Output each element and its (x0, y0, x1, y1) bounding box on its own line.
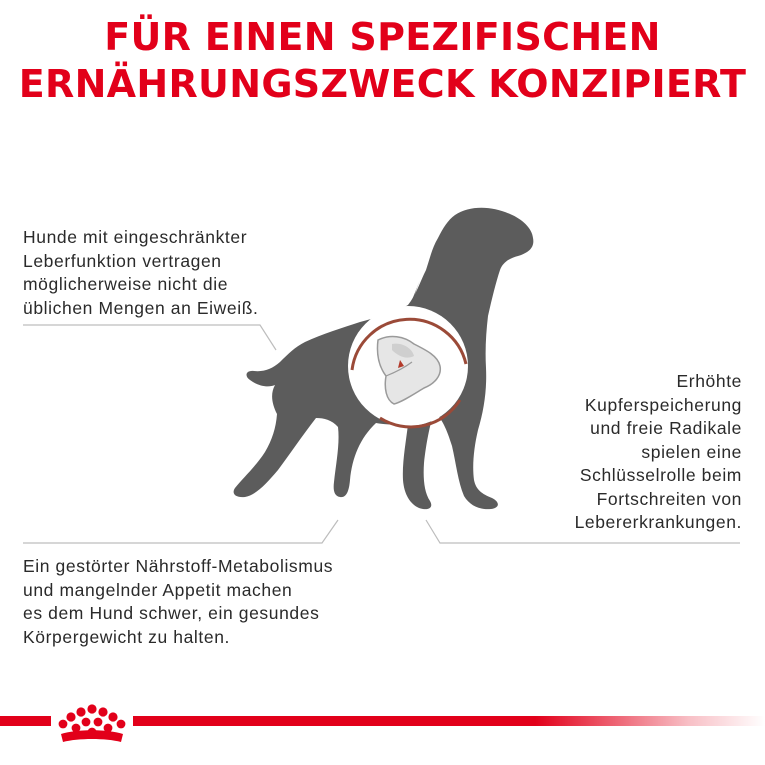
callout-copper-line: Schlüsselrolle beim (579, 465, 742, 485)
callout-copper-line: Fortschreiten von (596, 488, 742, 509)
callout-protein-line: üblichen Mengen an Eiweiß. (23, 297, 259, 318)
callout-metabolism-line: es dem Hund schwer, ein gesundes (23, 603, 320, 623)
callout-copper-line: Lebererkrankungen. (574, 512, 742, 532)
callout-metabolism-line: Ein gestörter Nährstoff-Metabolismus (23, 556, 334, 576)
callout-metabolism-line: und mangelnder Appetit machen (23, 579, 293, 600)
callout-copper-line: spielen eine (641, 441, 742, 462)
royal-crown-logo (51, 700, 133, 746)
callout-metabolism-line: Körpergewicht zu halten. (23, 626, 231, 647)
headline-line-2: ERNÄHRUNGSZWECK KONZIPIERT (18, 62, 747, 106)
callout-copper-line: und freie Radikale (590, 418, 742, 438)
callout-protein (23, 226, 258, 320)
headline-line-1: FÜR EINEN SPEZIFISCHEN (104, 15, 661, 59)
callout-protein-line: Hunde mit eingeschränkter (23, 227, 248, 247)
callout-copper-line: Erhöhte (676, 371, 742, 391)
callout-copper-line: Kupferspeicherung (584, 394, 742, 415)
callout-protein-line: möglicherweise nicht die (23, 274, 229, 294)
callout-copper (575, 370, 742, 535)
callout-protein-line: Leberfunktion vertragen (23, 250, 222, 271)
callout-metabolism (23, 555, 333, 649)
